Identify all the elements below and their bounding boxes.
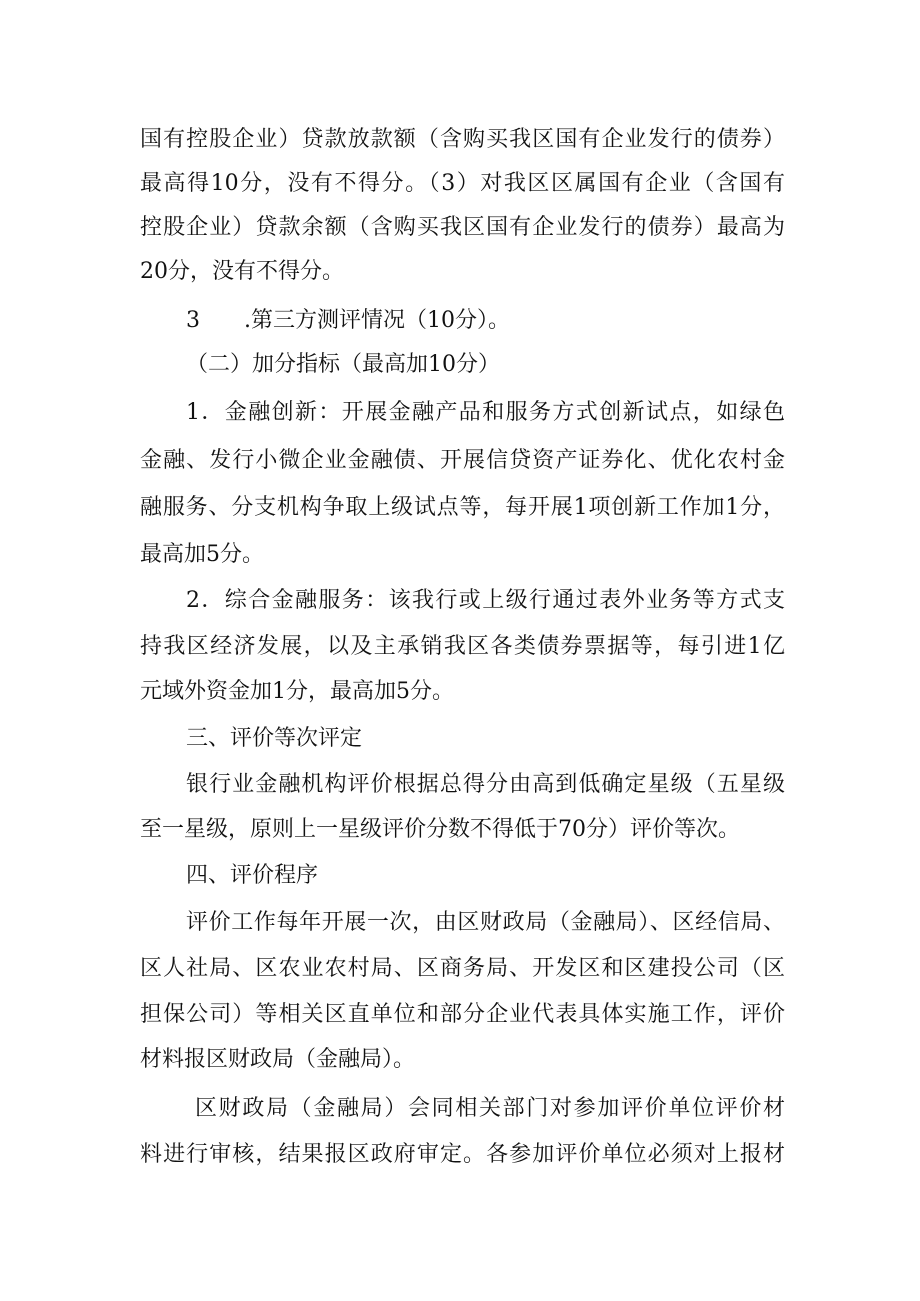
paragraph-line: 国有控股企业）贷款放款额（含购买我区国有企业发行的债券）	[140, 127, 785, 152]
paragraph-line: 最高加5分。	[140, 542, 264, 567]
paragraph-line: 2．综合金融服务：该我行或上级行通过表外业务等方式支	[186, 588, 785, 613]
subsection-heading: （二）加分指标（最高加10分）	[186, 352, 500, 377]
paragraph-line: 金融、发行小微企业金融债、开展信贷资产证券化、优化农村金	[140, 448, 785, 473]
paragraph-line: 银行业金融机构评价根据总得分由高到低确定星级（五星级	[186, 772, 785, 797]
section-item-3: 3 .第三方测评情况（10分）。	[186, 308, 510, 333]
paragraph-line: 区人社局、区农业农村局、区商务局、开发区和区建投公司（区	[140, 956, 785, 981]
paragraph-line: 料进行审核，结果报区政府审定。各参加评价单位必须对上报材	[140, 1142, 785, 1167]
paragraph-line: 材料报区财政局（金融局）。	[140, 1047, 416, 1072]
section-heading: 三、评价等次评定	[186, 726, 363, 751]
paragraph-line: 区财政局（金融局）会同相关部门对参加评价单位评价材	[195, 1096, 785, 1121]
paragraph-line: 控股企业）贷款余额（含购买我区国有企业发行的债券）最高为	[140, 215, 785, 240]
paragraph-line: 1．金融创新：开展金融产品和服务方式创新试点，如绿色	[186, 400, 785, 425]
paragraph-line: 元域外资金加1分，最高加5分。	[140, 679, 454, 704]
paragraph-line: 最高得10分，没有不得分。（3）对我区区属国有企业（含国有	[140, 171, 785, 196]
paragraph-line: 评价工作每年开展一次，由区财政局（金融局）、区经信局、	[186, 910, 785, 935]
section-heading: 四、评价程序	[186, 863, 319, 888]
paragraph-line: 持我区经济发展，以及主承销我区各类债券票据等，每引进1亿	[140, 634, 785, 659]
paragraph-line: 融服务、分支机构争取上级试点等，每开展1项创新工作加1分，	[140, 495, 785, 520]
paragraph-line: 担保公司）等相关区直单位和部分企业代表具体实施工作，评价	[140, 1002, 785, 1027]
paragraph-line: 至一星级，原则上一星级评价分数不得低于70分）评价等次。	[140, 817, 740, 842]
paragraph-line: 20分，没有不得分。	[140, 259, 344, 284]
